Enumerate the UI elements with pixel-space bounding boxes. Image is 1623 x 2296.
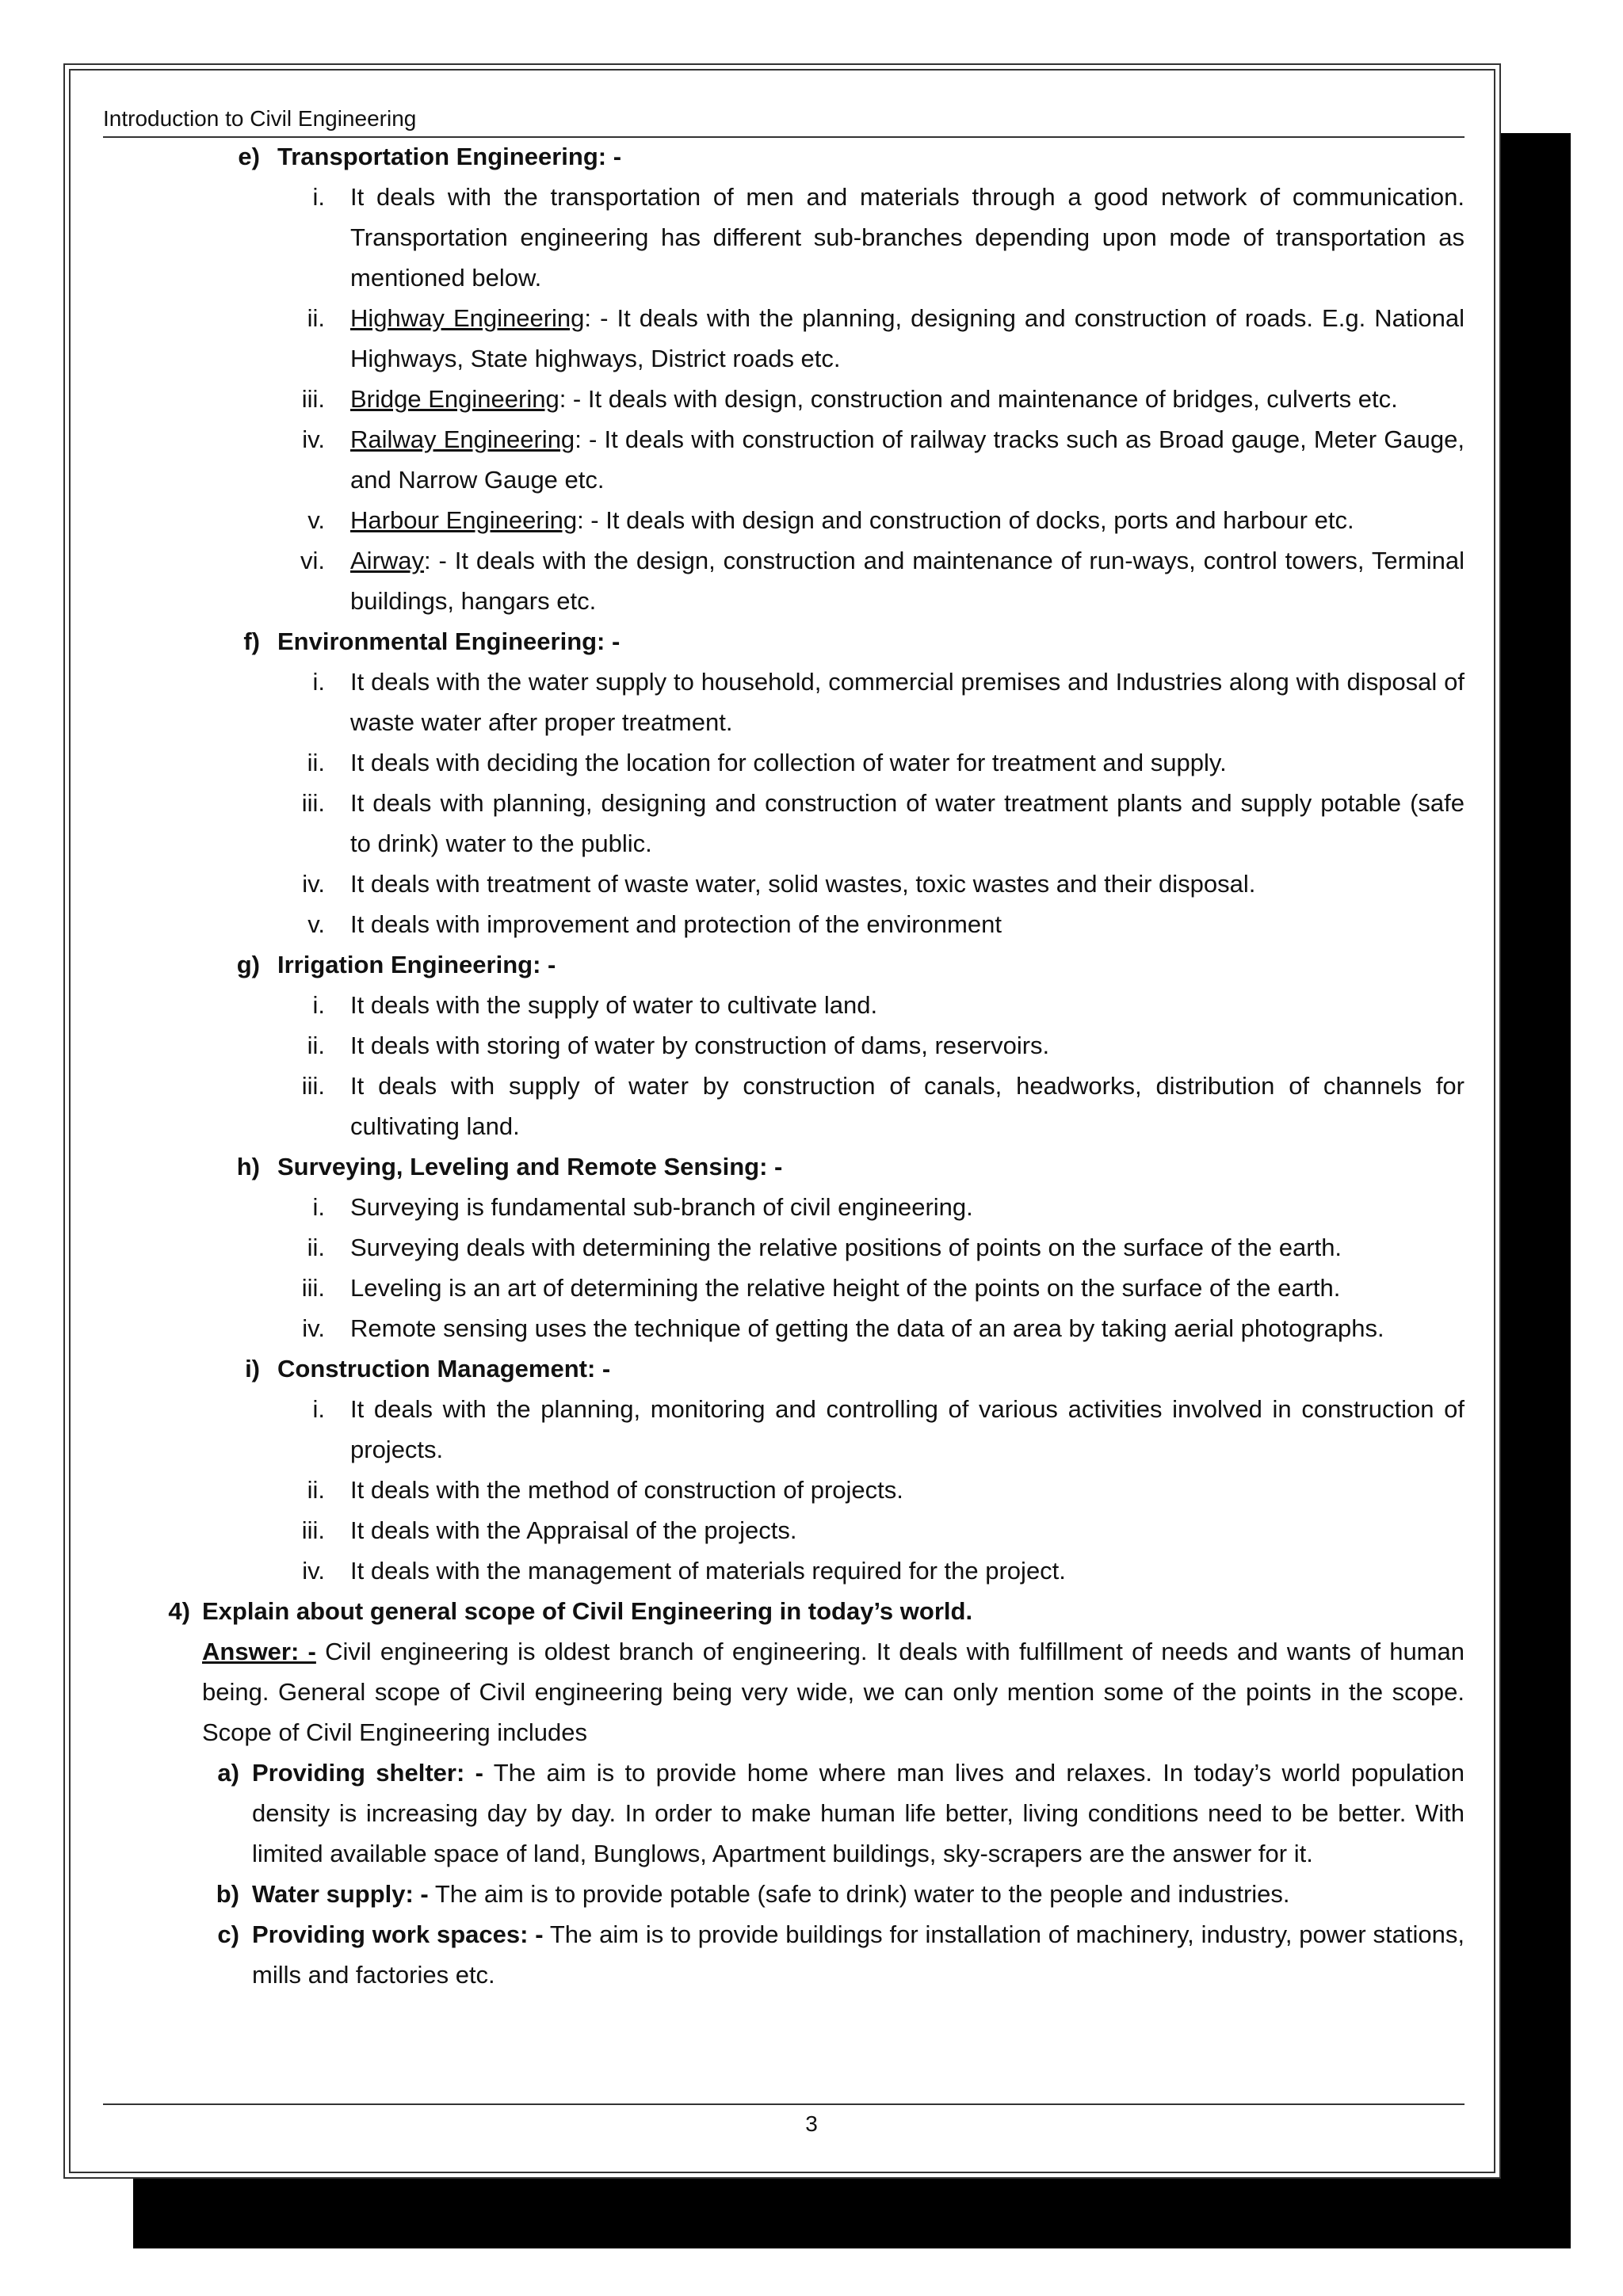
- question-heading: [103, 1591, 1465, 1631]
- item-text: : - It deals with design and construction of docks, ports and harbour etc.: [577, 506, 1354, 534]
- item-text: Surveying deals with determining the relative positions of points on the surface of the earth.: [350, 1234, 1342, 1261]
- list-item: [103, 1066, 1465, 1146]
- item-text: It deals with the management of materials required for the project.: [350, 1557, 1066, 1585]
- list-number: ii.: [307, 1032, 325, 1059]
- item-text: : - It deals with the design, construction and maintenance of run-ways, control towers, Terminal buildings, hangars etc.: [350, 547, 1465, 615]
- section-marker: e): [238, 143, 260, 170]
- list-item: [103, 1268, 1465, 1308]
- list-item: [103, 1389, 1465, 1470]
- list-number: iv.: [302, 870, 325, 898]
- list-item: [103, 985, 1465, 1025]
- list-number: iv.: [302, 1314, 325, 1342]
- item-term: Airway: [350, 547, 425, 574]
- list-number: i.: [312, 668, 325, 696]
- item-text: It deals with deciding the location for collection of water for treatment and supply.: [350, 749, 1227, 776]
- list-number: i.: [312, 991, 325, 1019]
- list-number: i.: [312, 1193, 325, 1221]
- answer-text: Civil engineering is oldest branch of engineering. It deals with fulfillment of needs and wants of human being. General scope of Civil engineering being very wide, we can only mention some of the points in the scope. Scope of Civil Engineering includes: [202, 1638, 1465, 1746]
- section-marker: g): [236, 951, 260, 978]
- section-heading: [103, 136, 1465, 177]
- section-heading: [103, 1146, 1465, 1187]
- item-text: Remote sensing uses the technique of getting the data of an area by taking aerial photographs.: [350, 1314, 1384, 1342]
- section-title: Environmental Engineering: -: [277, 627, 621, 655]
- scope-item: [103, 1874, 1465, 1914]
- list-item: [103, 783, 1465, 864]
- list-item: [103, 1550, 1465, 1591]
- list-item: [103, 500, 1465, 540]
- item-term: Harbour Engineering: [350, 506, 578, 534]
- item-text: It deals with treatment of waste water, solid wastes, toxic wastes and their disposal.: [350, 870, 1256, 898]
- item-text: It deals with storing of water by construction of dams, reservoirs.: [350, 1032, 1050, 1059]
- item-term: Railway Engineering: [350, 425, 575, 453]
- list-item: [103, 177, 1465, 298]
- list-item: [103, 298, 1465, 379]
- list-item: [103, 540, 1465, 621]
- item-term: Bridge Engineering: [350, 385, 559, 413]
- list-number: iv.: [302, 1557, 325, 1585]
- list-number: ii.: [307, 1476, 325, 1504]
- list-number: i.: [312, 183, 325, 211]
- list-number: ii.: [307, 304, 325, 332]
- scope-title: Providing shelter: -: [252, 1759, 483, 1787]
- list-number: iii.: [301, 789, 325, 817]
- list-number: iii.: [301, 1072, 325, 1100]
- item-text: It deals with the planning, monitoring and controlling of various activities involved in construction of projects.: [350, 1395, 1465, 1463]
- item-text: It deals with supply of water by construction of canals, headworks, distribution of channels for cultivating land.: [350, 1072, 1465, 1140]
- list-item: [103, 1470, 1465, 1510]
- list-item: [103, 1227, 1465, 1268]
- item-text: It deals with the water supply to household, commercial premises and Industries along with disposal of waste water after proper treatment.: [350, 668, 1465, 736]
- item-text: It deals with improvement and protection of the environment: [350, 910, 1002, 938]
- scope-marker: c): [217, 1920, 239, 1948]
- item-term: Highway Engineering: [350, 304, 585, 332]
- scope-title: Providing work spaces: -: [252, 1920, 544, 1948]
- list-number: iv.: [302, 425, 325, 453]
- page-number: 3: [805, 2111, 818, 2136]
- scope-text: The aim is to provide potable (safe to drink) water to the people and industries.: [428, 1880, 1290, 1908]
- section-title: Construction Management: -: [277, 1355, 611, 1383]
- list-item: [103, 379, 1465, 419]
- scope-title: Water supply: -: [252, 1880, 429, 1908]
- section-heading: [103, 1348, 1465, 1389]
- scope-marker: b): [216, 1880, 239, 1908]
- list-item: [103, 904, 1465, 944]
- item-text: : - It deals with construction of railway tracks such as Broad gauge, Meter Gauge, and Narrow Gauge etc.: [350, 425, 1465, 494]
- list-number: v.: [307, 910, 325, 938]
- scope-text: The aim is to provide buildings for installation of machinery, industry, power stations, mills and factories etc.: [252, 1920, 1465, 1989]
- list-number: i.: [312, 1395, 325, 1423]
- list-number: iii.: [301, 1516, 325, 1544]
- list-item: [103, 662, 1465, 742]
- answer-label: Answer: -: [202, 1638, 316, 1665]
- item-text: Surveying is fundamental sub-branch of civil engineering.: [350, 1193, 973, 1221]
- scope-marker: a): [217, 1759, 239, 1787]
- list-item: [103, 1308, 1465, 1348]
- item-text: : - It deals with the planning, designing and construction of roads. E.g. National Highways, State highways, District roads etc.: [350, 304, 1465, 372]
- running-header: Introduction to Civil Engineering: [103, 103, 1465, 138]
- scope-text: The aim is to provide home where man lives and relaxes. In today’s world population density is increasing day by day. In order to make human life better, living conditions need to be better. With limited available space of land, Bunglows, Apartment buildings, sky-scrapers are the answer for it.: [252, 1759, 1465, 1867]
- list-number: ii.: [307, 1234, 325, 1261]
- question-text: Explain about general scope of Civil Engineering in today’s world.: [202, 1597, 973, 1625]
- section-heading: [103, 944, 1465, 985]
- section-title: Irrigation Engineering: -: [277, 951, 556, 978]
- scope-item: [103, 1753, 1465, 1874]
- list-number: vi.: [300, 547, 325, 574]
- page-content: [103, 136, 1465, 1995]
- list-number: iii.: [301, 1274, 325, 1302]
- answer-paragraph: [103, 1631, 1465, 1753]
- item-text: It deals with planning, designing and construction of water treatment plants and supply potable (safe to drink) water to the public.: [350, 789, 1465, 857]
- section-title: Transportation Engineering: -: [277, 143, 622, 170]
- list-item: [103, 1025, 1465, 1066]
- section-marker: h): [236, 1153, 260, 1180]
- list-item: [103, 1187, 1465, 1227]
- list-number: ii.: [307, 749, 325, 776]
- item-text: It deals with the Appraisal of the projects.: [350, 1516, 797, 1544]
- list-number: iii.: [301, 385, 325, 413]
- section-title: Surveying, Leveling and Remote Sensing: -: [277, 1153, 783, 1180]
- item-text: Leveling is an art of determining the relative height of the points on the surface of the earth.: [350, 1274, 1341, 1302]
- list-item: [103, 419, 1465, 500]
- list-number: v.: [307, 506, 325, 534]
- section-heading: [103, 621, 1465, 662]
- list-item: [103, 742, 1465, 783]
- item-text: It deals with the method of construction of projects.: [350, 1476, 903, 1504]
- item-text: It deals with the supply of water to cultivate land.: [350, 991, 878, 1019]
- section-marker: i): [245, 1355, 260, 1383]
- question-number: 4): [168, 1597, 190, 1625]
- list-item: [103, 864, 1465, 904]
- item-text: : - It deals with design, construction and maintenance of bridges, culverts etc.: [559, 385, 1398, 413]
- section-marker: f): [243, 627, 260, 655]
- list-item: [103, 1510, 1465, 1550]
- scope-item: [103, 1914, 1465, 1995]
- item-text: It deals with the transportation of men and materials through a good network of communication. Transportation engineering has different sub-branches depending upon mode of transportation as mentioned below.: [350, 183, 1465, 292]
- footer-rule: [103, 2103, 1465, 2105]
